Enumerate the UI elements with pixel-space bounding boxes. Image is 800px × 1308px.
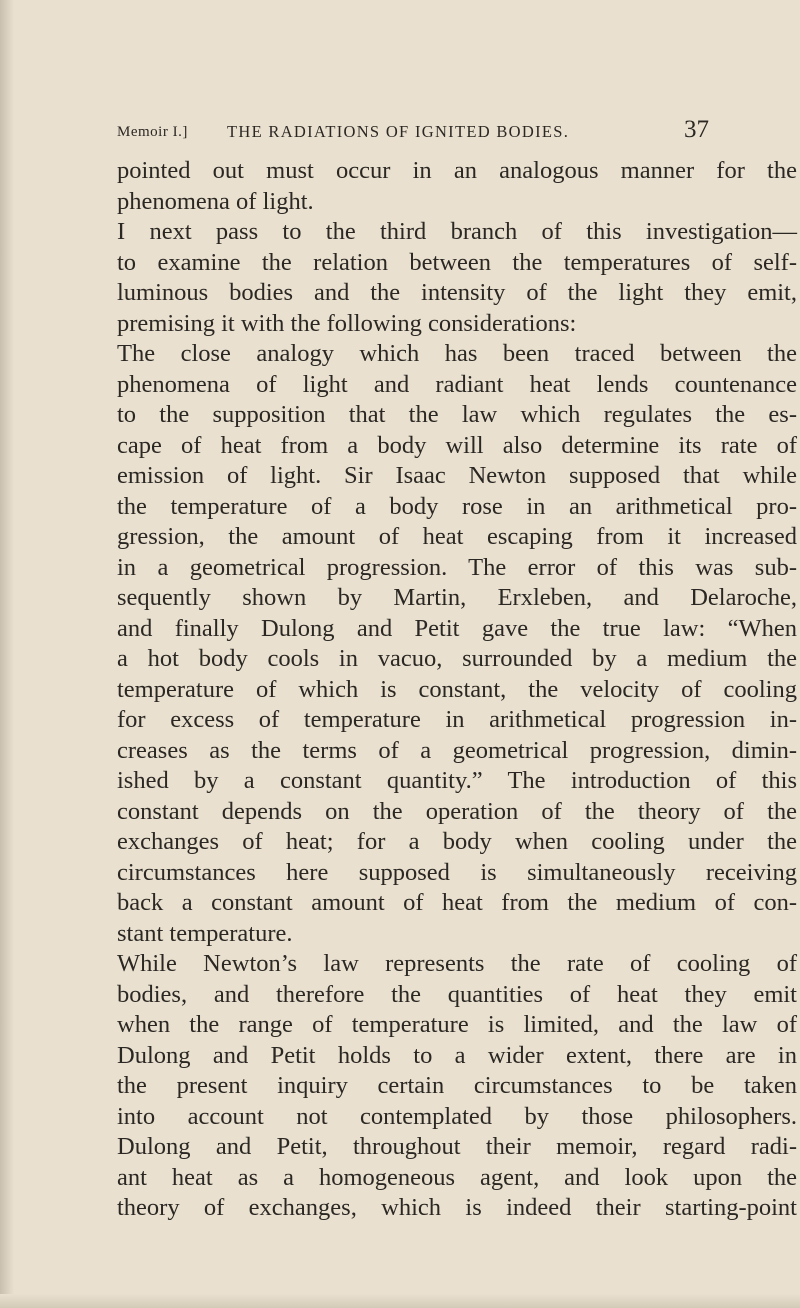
text-line: Dulong and Petit, throughout their memoir, regard radi- [117, 1133, 797, 1160]
text-line: theory of exchanges, which is indeed their starting-point [117, 1194, 797, 1221]
page-edge-shadow [0, 0, 14, 1308]
text-line: phenomena of light and radiant heat lends countenance [117, 370, 797, 398]
text-line: circumstances here supposed is simultaneously receiving [117, 858, 797, 886]
body-text [117, 156, 797, 1224]
text-line: temperature of which is constant, the velocity of cooling [117, 675, 797, 703]
page-bottom-shadow [0, 1294, 800, 1308]
text-line: bodies, and therefore the quantities of heat they emit [117, 980, 797, 1008]
text-line: While Newton’s law represents the rate of cooling of [117, 950, 797, 977]
text-line: premising it with the following considerations: [117, 309, 577, 337]
text-line: in a geometrical progression. The error of this was sub- [117, 553, 797, 581]
text-line: creases as the terms of a geometrical progression, dimin- [117, 736, 797, 764]
text-line: sequently shown by Martin, Erxleben, and Delaroche, [117, 584, 797, 611]
text-line: pointed out must occur in an analogous manner for the [117, 157, 797, 184]
text-line: for excess of temperature in arithmetical progression in- [117, 706, 797, 733]
text-line: ished by a constant quantity.” The introduction of this [117, 767, 797, 794]
text-line: and finally Dulong and Petit gave the true law: “When [117, 614, 797, 642]
text-line: stant temperature. [117, 919, 293, 947]
text-line: the temperature of a body rose in an arithmetical pro- [117, 492, 797, 520]
text-line: to examine the relation between the temperatures of self- [117, 248, 797, 276]
text-line: exchanges of heat; for a body when cooling under the [117, 828, 797, 855]
text-line: the present inquiry certain circumstances to be taken [117, 1072, 797, 1099]
running-head-memoir: Memoir I.] [117, 124, 188, 140]
page-number: 37 [684, 116, 709, 143]
text-line: to the supposition that the law which regulates the es- [117, 401, 797, 428]
text-line: back a constant amount of heat from the medium of con- [117, 889, 797, 916]
text-line: phenomena of light. [117, 187, 314, 215]
text-line: emission of light. Sir Isaac Newton supposed that while [117, 462, 797, 489]
text-line: a hot body cools in vacuo, surrounded by a medium the [117, 645, 797, 672]
text-line: ant heat as a homogeneous agent, and look upon the [117, 1163, 797, 1191]
text-line: I next pass to the third branch of this investigation— [117, 218, 797, 245]
running-head [117, 116, 797, 146]
text-line: Dulong and Petit holds to a wider extent, there are in [117, 1041, 797, 1069]
text-line: The close analogy which has been traced between the [117, 340, 797, 367]
text-line: luminous bodies and the intensity of the light they emit, [117, 279, 797, 306]
text-line: when the range of temperature is limited, and the law of [117, 1011, 797, 1038]
running-head-title: THE RADIATIONS OF IGNITED BODIES. [227, 122, 570, 141]
text-line: gression, the amount of heat escaping from it increased [117, 523, 797, 550]
text-line: cape of heat from a body will also determine its rate of [117, 431, 797, 459]
text-line: into account not contemplated by those philosophers. [117, 1102, 797, 1130]
text-line: constant depends on the operation of the theory of the [117, 797, 797, 825]
